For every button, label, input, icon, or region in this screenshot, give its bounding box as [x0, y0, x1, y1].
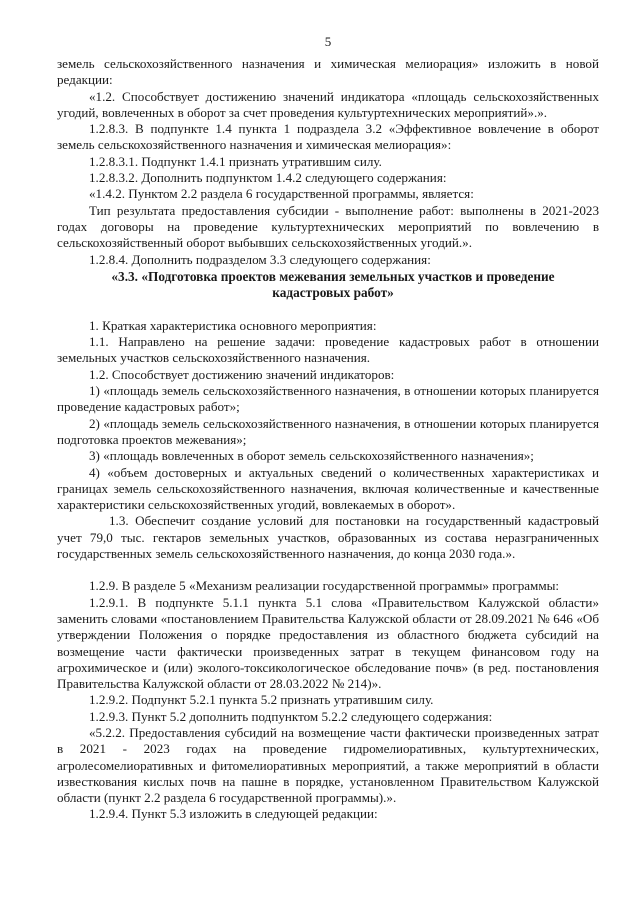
paragraph: 1) «площадь земель сельскохозяйственного назначения, в отношении которых планируется проведение кадастровых работ»;	[57, 383, 599, 415]
paragraph: 1.1. Направлено на решение задачи: проведение кадастровых работ в отношении земельных участков сельскохозяйственного назначения.	[57, 334, 599, 366]
paragraph: 3) «площадь вовлеченных в оборот земель сельскохозяйственного назначения»;	[89, 448, 534, 464]
paragraph: Тип результата предоставления субсидии - выполнение работ: выполнены в 2021-2023 годах договоры на проведение культуртехнических мероприятий по вовлечению в сельскохозяйственный оборот выбывших сельскохозяйственных угодий.».	[57, 202, 599, 251]
paragraph: 1. Краткая характеристика основного мероприятия:	[89, 317, 377, 333]
paragraph: «1.4.2. Пунктом 2.2 раздела 6 государственной программы, является:	[89, 186, 474, 202]
paragraph: 1.2.8.3.1. Подпункт 1.4.1 признать утратившим силу.	[89, 153, 382, 169]
paragraph: 1.2.9.3. Пункт 5.2 дополнить подпунктом 5.2.2 следующего содержания:	[89, 708, 493, 724]
paragraph: 2) «площадь земель сельскохозяйственного назначения, в отношении которых планируется подготовка проектов межевания»;	[57, 415, 599, 447]
section-top	[57, 56, 599, 268]
section-subsection-3-3	[57, 318, 599, 562]
paragraph: 1.3. Обеспечит создание условий для постановки на государственный кадастровый учет 79,0 тыс. гектаров земельных участков, образованных из состава неразграниченных государственных земель сельскохозяйственного назначения, до конца 2030 года.».	[57, 513, 599, 562]
spacer	[57, 562, 599, 578]
paragraph: «1.2. Способствует достижению значений индикатора «площадь сельскохозяйственных угодий, вовлеченных в оборот за счет проведения культуртехнических мероприятий».».	[57, 88, 599, 120]
subsection-heading: «3.3. «Подготовка проектов межевания земельных участков и проведение кадастровых работ»	[111, 268, 555, 301]
paragraph: 1.2.9. В разделе 5 «Механизм реализации государственной программы» программы:	[89, 578, 560, 594]
paragraph: 1.2.8.4. Дополнить подразделом 3.3 следующего содержания:	[89, 251, 431, 267]
paragraph: 1.2.8.3.2. Дополнить подпунктом 1.4.2 следующего содержания:	[89, 170, 447, 186]
paragraph: «5.2.2. Предоставления субсидий на возмещение части фактически произведенных затрат в 2021 - 2023 годах на проведение гидромелиоративных, культуртехнических, агролесомелиоративных и фитомелиоративных мероприятий, а также мероприятий в области известкования кислых почв на пашне в порядке, установленном Правительством Калужской области (пункт 2.2 раздела 6 государственной программы).».	[57, 724, 599, 806]
page-number: 5	[324, 34, 332, 49]
spacer	[57, 302, 599, 318]
paragraph: 1.2.9.4. Пункт 5.3 изложить в следующей редакции:	[89, 806, 378, 822]
paragraph: 1.2.9.1. В подпункте 5.1.1 пункта 5.1 слова «Правительством Калужской области» заменить словами «постановлением Правительства Калужской области от 28.09.2021 № 646 «Об утверждении Положения о порядке предоставления из областного бюджета субсидий на возмещение части фактически произведенных затрат в текущем финансовом году на агрохимическое и (или) эколого-токсикологическое обследование почв» (в ред. постановления Правительства Калужской области от 28.03.2022 № 214)».	[57, 594, 599, 692]
section-mechanism	[57, 578, 599, 822]
paragraph: земель сельскохозяйственного назначения и химическая мелиорация» изложить в новой редакции:	[57, 56, 599, 88]
paragraph: 4) «объем достоверных и актуальных сведений о количественных характеристиках и границах земель сельскохозяйственного назначения, включая количественные и качественные характеристики сельскохозяйственных угодий, вовлекаемых в оборот».	[57, 464, 599, 513]
paragraph: 1.2.8.3. В подпункте 1.4 пункта 1 подраздела 3.2 «Эффективное вовлечение в оборот земель сельскохозяйственного назначения и химическая мелиорация»:	[57, 121, 599, 153]
paragraph: 1.2.9.2. Подпункт 5.2.1 пункта 5.2 признать утратившим силу.	[89, 692, 434, 708]
paragraph: 1.2. Способствует достижению значений индикаторов:	[89, 366, 395, 382]
